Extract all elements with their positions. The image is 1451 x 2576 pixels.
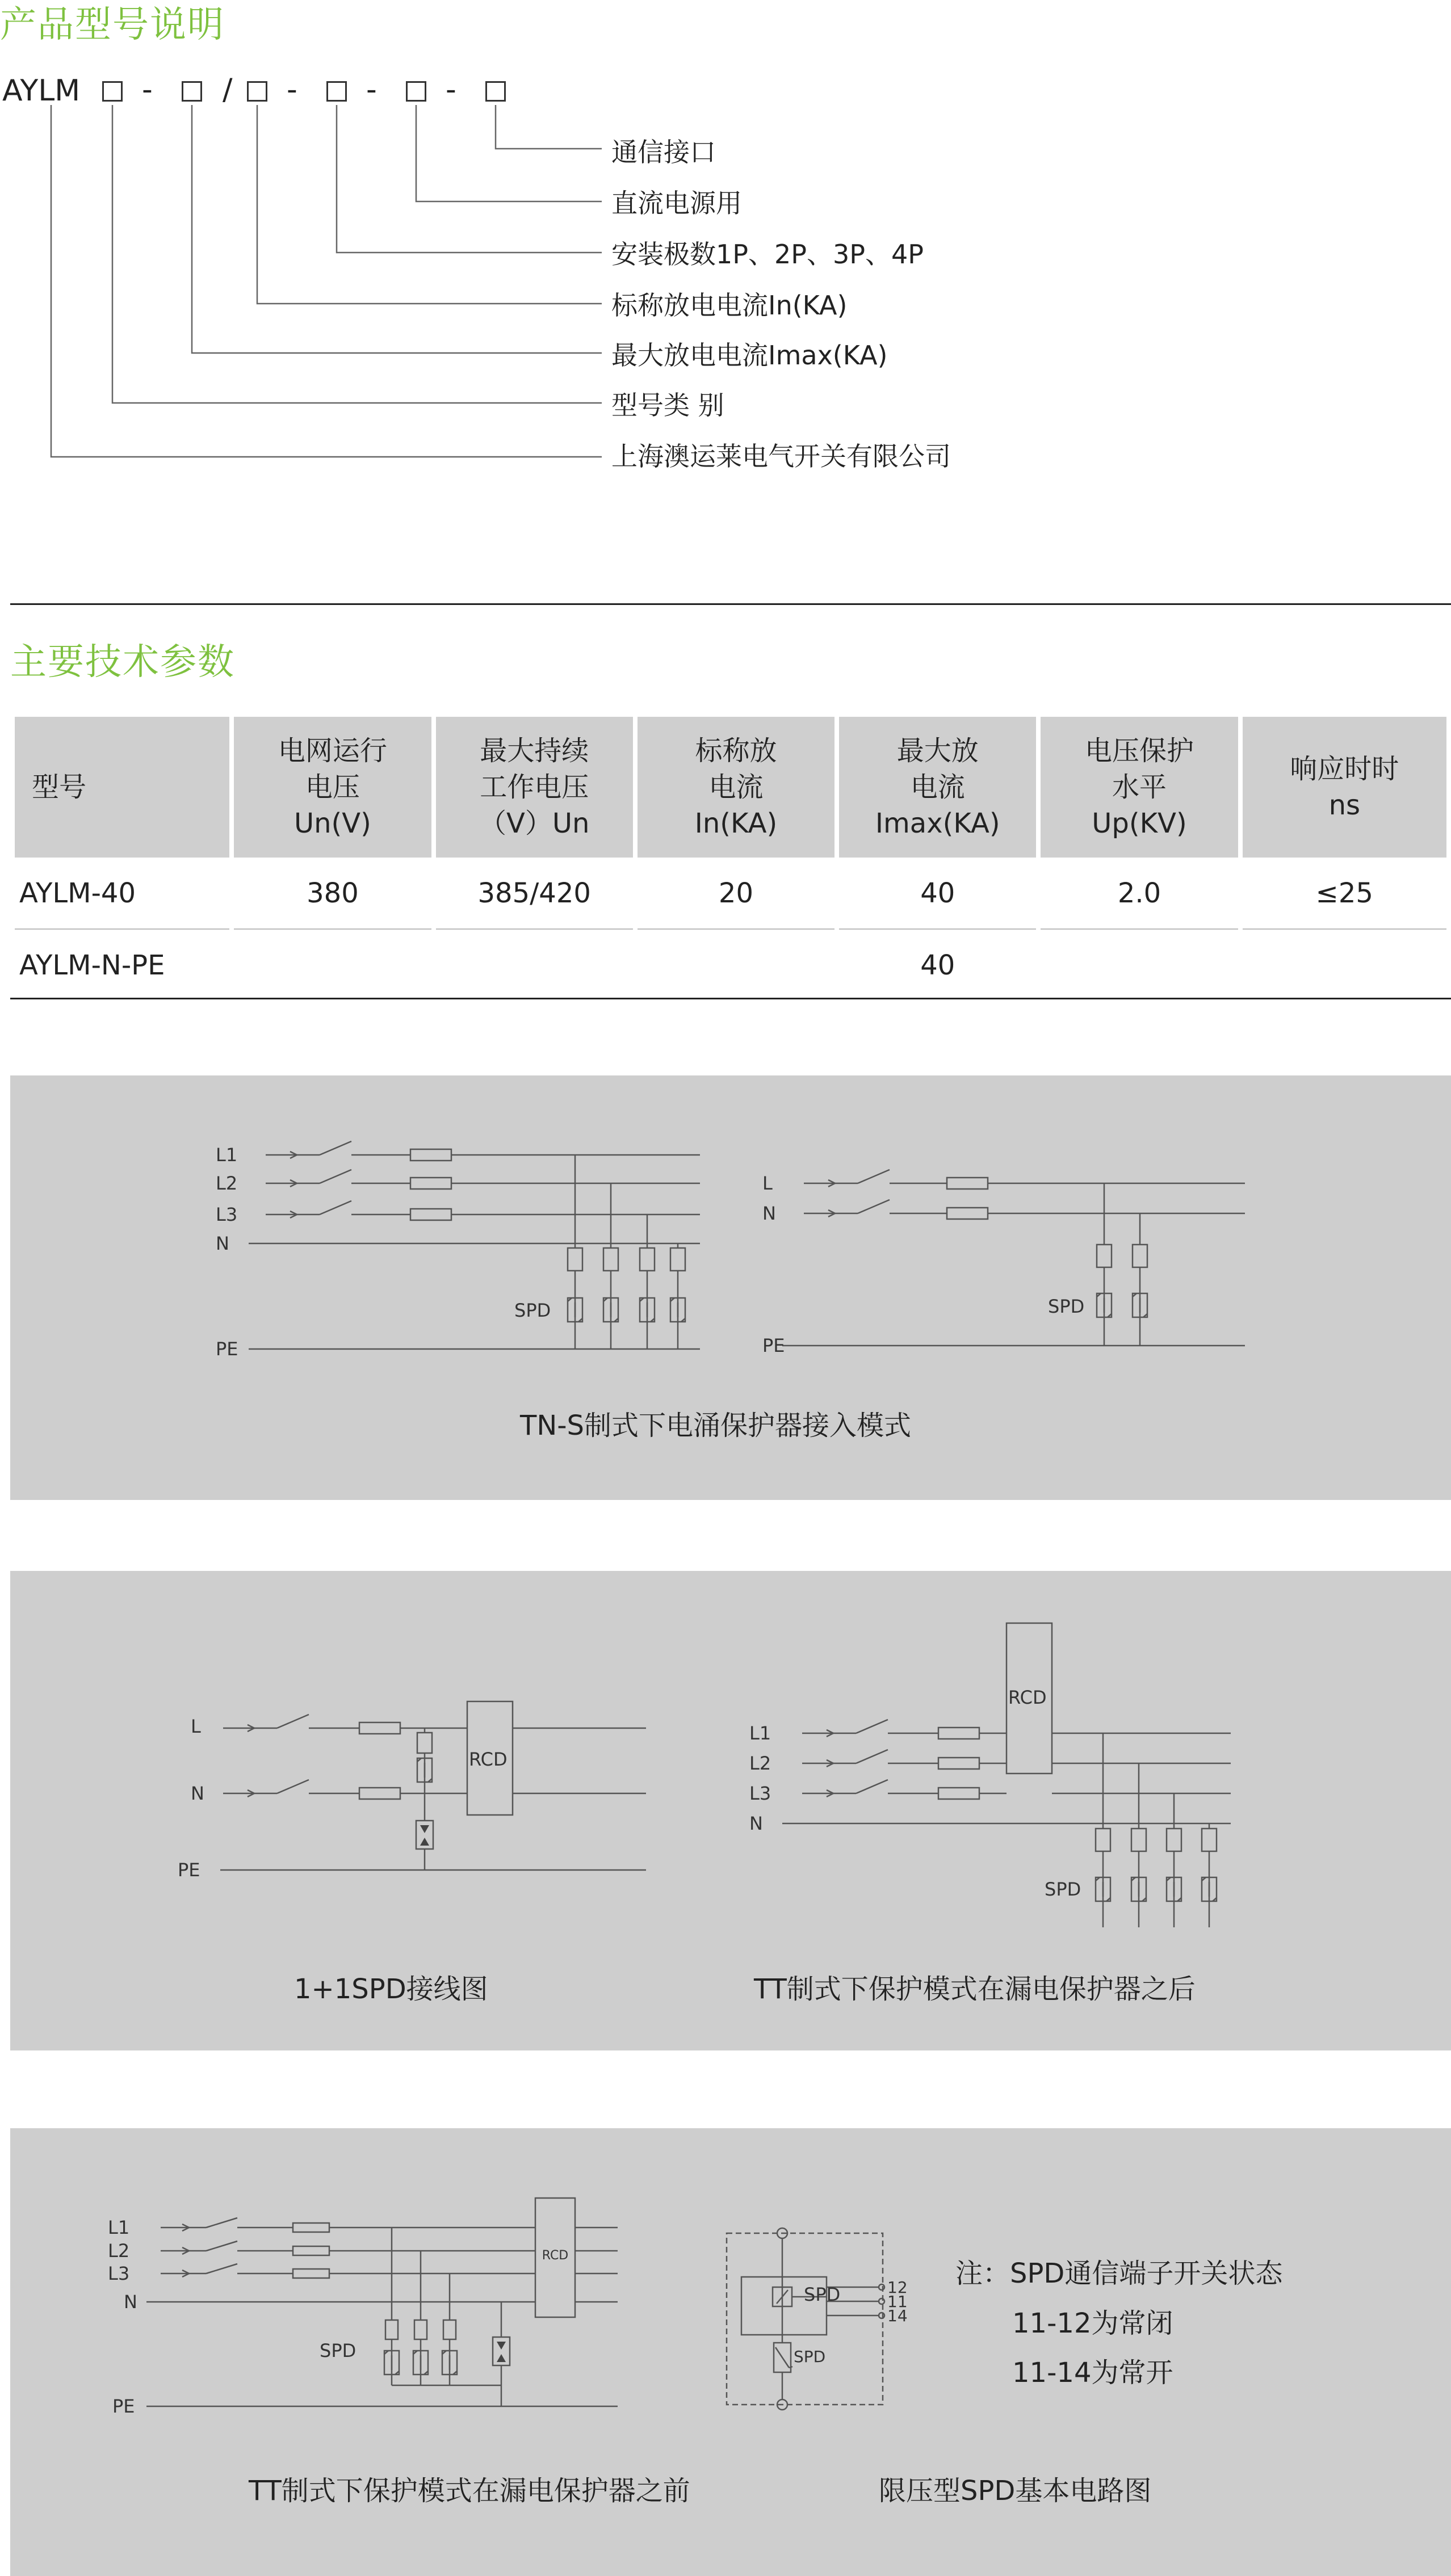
caption-tns: TN-S制式下电涌保护器接入模式 [520, 1410, 912, 1442]
caption-spd-basic: 限压型SPD基本电路图 [879, 2475, 1152, 2507]
cell-model: AYLM-N-PE [19, 949, 165, 981]
table-row [15, 930, 1446, 1001]
cell-un [234, 930, 431, 1001]
rcd-label: RCD [542, 2249, 569, 2263]
cell-imax: 40 [839, 858, 1036, 930]
model-sep-4: - [366, 73, 377, 107]
label-pe: PE [178, 1859, 200, 1881]
label-spd: SPD [514, 1300, 551, 1321]
caption-1p1: 1+1SPD接线图 [294, 1973, 488, 2005]
model-sep-1: - [142, 73, 153, 107]
cell-model: AYLM-40 [15, 858, 229, 930]
model-sep-3: - [287, 73, 297, 107]
params-section-title: 主要技术参数 [10, 641, 235, 683]
label-l1: L1 [749, 1722, 771, 1744]
note-line-2: 11-12为常闭 [1012, 2308, 1173, 2339]
label-l3: L3 [749, 1783, 771, 1804]
label-l3: L3 [108, 2263, 130, 2284]
header-response-time: 响应时时 ns [1243, 717, 1446, 858]
cell-response [1243, 930, 1446, 1001]
spd-label-small: SPD [794, 2347, 826, 2366]
params-table [10, 717, 1451, 1001]
model-callout-lines [0, 0, 624, 465]
label-rcd: RCD [469, 1749, 508, 1770]
model-prefix: AYLM [2, 74, 81, 108]
cell-response: ≤25 [1243, 858, 1446, 930]
callout-poles: 安装极数1P、2P、3P、4P [611, 239, 924, 270]
callout-nominal-current: 标称放电电流In(KA) [611, 290, 848, 321]
label-n: N [124, 2291, 137, 2313]
caption-tt-before: TT制式下保护模式在漏电保护器之前 [249, 2475, 690, 2507]
callout-max-current: 最大放电电流Imax(KA) [611, 340, 888, 371]
label-l3: L3 [216, 1204, 238, 1225]
section-divider [10, 603, 1451, 605]
header-nominal-discharge: 标称放 电流 In(KA) [638, 717, 834, 858]
label-terminal-12: 12 [887, 2278, 908, 2297]
header-operating-voltage: 电网运行 电压 Un(V) [234, 717, 431, 858]
label-terminal-11: 11 [887, 2292, 908, 2311]
cell-un: 380 [234, 858, 431, 930]
cell-in: 20 [638, 858, 834, 930]
caption-tt-after: TT制式下保护模式在漏电保护器之后 [754, 1973, 1196, 2005]
label-n: N [749, 1813, 763, 1834]
label-pe: PE [216, 1338, 238, 1360]
label-n: N [216, 1233, 229, 1254]
diagram-1p1-tt-after [10, 1571, 1451, 2050]
callout-model-type: 型号类 别 [611, 390, 724, 421]
cell-up: 2.0 [1041, 858, 1238, 930]
header-model: 型号 [15, 717, 229, 858]
label-spd: SPD [1048, 1296, 1085, 1317]
table-row [15, 858, 1446, 930]
model-sep-5: - [446, 73, 456, 107]
label-spd: SPD [1045, 1879, 1081, 1900]
label-spd: SPD [320, 2340, 357, 2361]
label-rcd: RCD [1008, 1687, 1047, 1708]
note-line-3: 11-14为常开 [1012, 2357, 1173, 2389]
diagram-tt-before-spd [10, 2128, 1451, 2576]
label-n: N [762, 1203, 776, 1224]
cell-uc [436, 930, 633, 1001]
label-l2: L2 [108, 2240, 130, 2262]
label-l2: L2 [216, 1173, 238, 1194]
note-line-1: 注：SPD通信端子开关状态 [955, 2258, 1283, 2289]
panel-1p1-tt-after [10, 1571, 1451, 2050]
cell-in [638, 930, 834, 1001]
model-sep-2: / [223, 73, 233, 107]
label-terminal-14: 14 [887, 2306, 908, 2325]
callout-company: 上海澳运莱电气开关有限公司 [611, 441, 951, 472]
model-section-title: 产品型号说明 [0, 4, 225, 46]
header-max-continuous-voltage: 最大持续 工作电压 （V）Un [436, 717, 633, 858]
params-header-row [15, 717, 1446, 858]
header-max-discharge: 最大放 电流 Imax(KA) [839, 717, 1036, 858]
label-l: L [191, 1716, 201, 1737]
label-l1: L1 [216, 1144, 238, 1166]
table-bottom-rule [10, 998, 1451, 999]
label-pe: PE [112, 2396, 135, 2417]
label-l1: L1 [108, 2217, 130, 2238]
callout-comm-interface: 通信接口 [611, 137, 716, 167]
panel-tns [10, 1075, 1451, 1500]
callout-dc-power: 直流电源用 [611, 188, 742, 218]
label-n: N [191, 1783, 204, 1804]
cell-imax: 40 [920, 949, 955, 981]
panel-tt-before-spd [10, 2128, 1451, 2576]
label-l: L [762, 1173, 773, 1194]
label-pe: PE [762, 1335, 785, 1356]
label-spd: SPD [804, 2284, 841, 2305]
cell-uc: 385/420 [436, 858, 633, 930]
label-l2: L2 [749, 1753, 771, 1774]
header-protection-level: 电压保护 水平 Up(KV) [1041, 717, 1238, 858]
cell-up [1041, 930, 1238, 1001]
